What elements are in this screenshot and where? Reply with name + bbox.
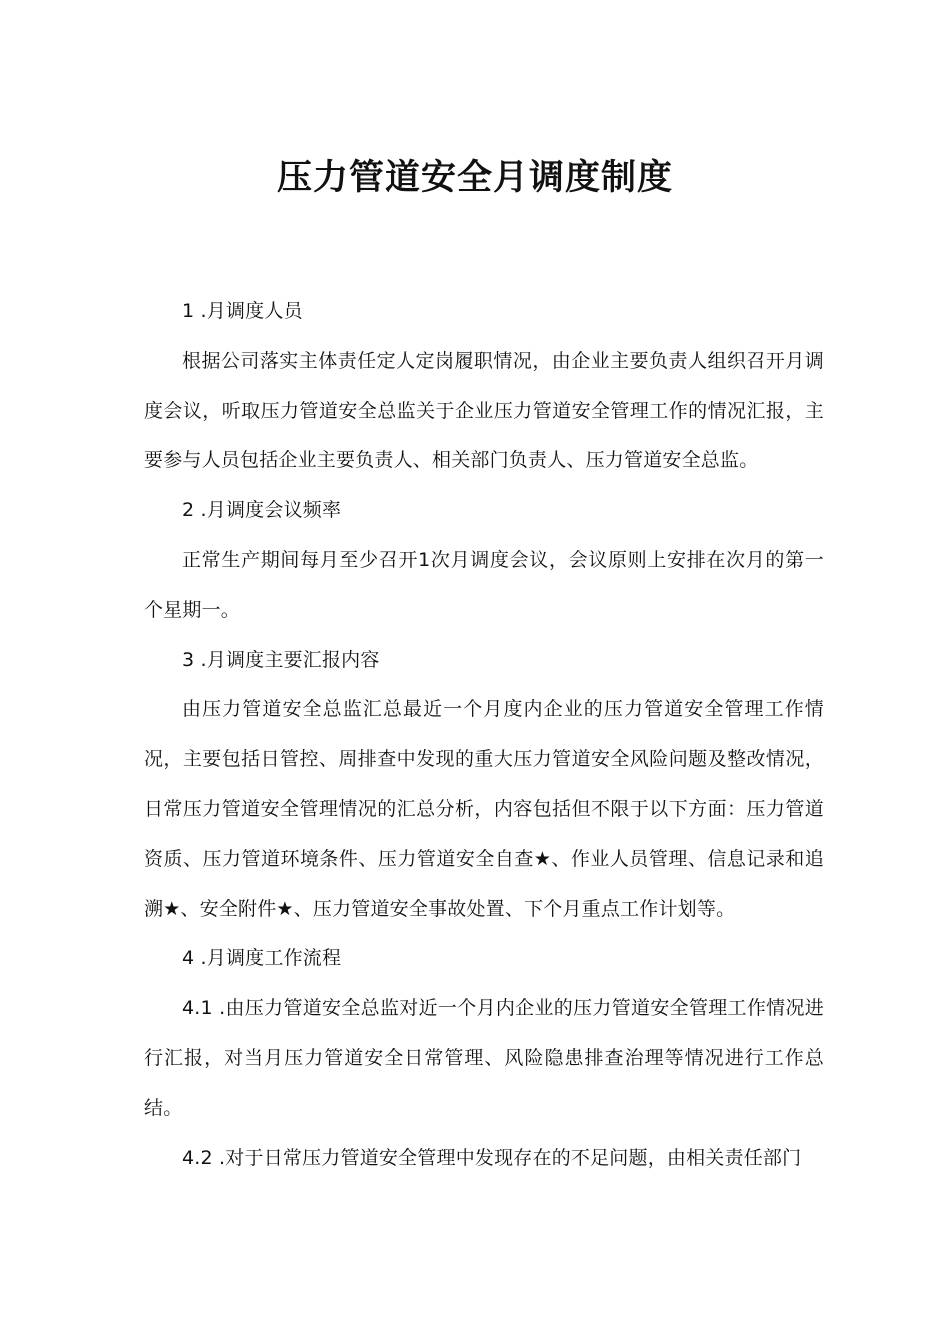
paragraph-workflow-4-1: 4.1 .由压力管道安全总监对近一个月内企业的压力管道安全管理工作情况进行汇报，对当月压力管道安全日常管理、风险隐患排查治理等情况进行工作总结。 <box>144 997 824 1119</box>
paragraph-frequency: 正常生产期间每月至少召开1次月调度会议，会议原则上安排在次月的第一个星期一。 <box>144 548 824 621</box>
section-heading-2: 2 .月调度会议频率 <box>182 499 342 522</box>
paragraph-workflow-4-2: 4.2 .对于日常压力管道安全管理中发现存在的不足问题，由相关责任部门 <box>182 1146 802 1169</box>
paragraph-report-content: 由压力管道安全总监汇总最近一个月度内企业的压力管道安全管理工作情况，主要包括日管控、周排查中发现的重大压力管道安全风险问题及整改情况，日常压力管道安全管理情况的汇总分析，内容包括但不限于以下方面：压力管道资质、压力管道环境条件、压力管道安全自查★、作业人员管理、信息记录和追溯★、安全附件★、压力管道安全事故处置、下个月重点工作计划等。 <box>144 698 824 920</box>
document-body <box>144 287 824 1183</box>
paragraph-personnel: 根据公司落实主体责任定人定岗履职情况，由企业主要负责人组织召开月调度会议，听取压力管道安全总监关于企业压力管道安全管理工作的情况汇报，主要参与人员包括企业主要负责人、相关部门负责人、压力管道安全总监。 <box>144 349 824 472</box>
section-heading-1: 1 .月调度人员 <box>182 300 303 322</box>
section-heading-3: 3 .月调度主要汇报内容 <box>182 648 380 671</box>
document-title: 压力管道安全月调度制度 <box>276 157 673 198</box>
section-heading-4: 4 .月调度工作流程 <box>182 947 342 970</box>
